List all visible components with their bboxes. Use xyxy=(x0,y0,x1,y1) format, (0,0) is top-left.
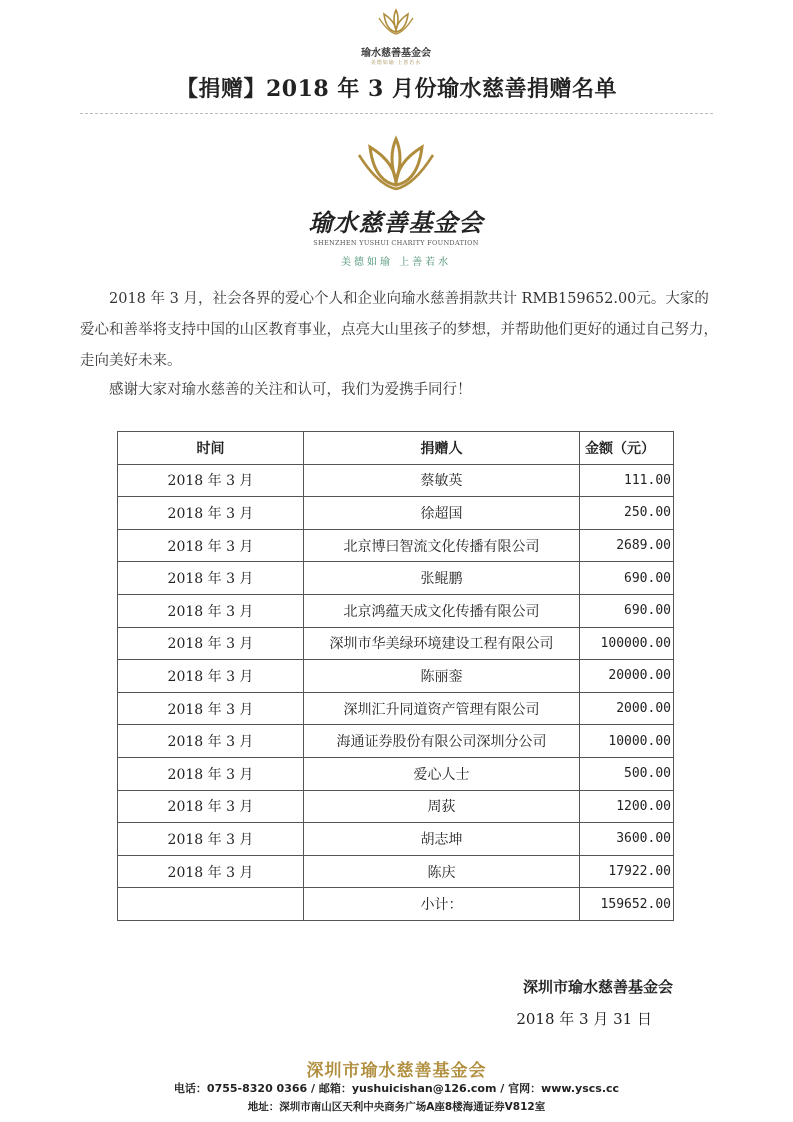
table-row xyxy=(118,757,674,790)
header-logo xyxy=(346,8,446,64)
cell-time: 2018 年 3 月 xyxy=(118,464,304,497)
cell-time: 2018 年 3 月 xyxy=(118,855,304,888)
main-logo xyxy=(296,135,496,268)
cell-time: 2018 年 3 月 xyxy=(118,529,304,562)
lotus-logo-icon xyxy=(376,8,416,38)
subtotal-empty-cell xyxy=(118,888,304,921)
table-row xyxy=(118,790,674,823)
header-logo-org: 瑜水慈善基金会 xyxy=(361,48,431,59)
intro-paragraph: 2018 年 3 月，社会各界的爱心个人和企业向瑜水慈善捐款共计 RMB159652.00元。大家的爱心和善举将支持中国的山区教育事业，点亮大山里孩子的梦想，并帮助他们更好的通过自己努力，走向美好未来。 xyxy=(80,291,718,369)
table-row xyxy=(118,594,674,627)
main-logo-slogan: 美德如瑜 上善若水 xyxy=(340,257,452,268)
header-logo-sub: 美德如瑜 上善若水 xyxy=(370,60,422,66)
cell-amount: 500.00 xyxy=(580,757,674,790)
table-row xyxy=(118,823,674,856)
table-row xyxy=(118,725,674,758)
table-body xyxy=(118,464,674,888)
header-time: 时间 xyxy=(118,432,304,465)
table-row xyxy=(118,692,674,725)
cell-donor: 深圳汇升同道资产管理有限公司 xyxy=(304,692,580,725)
main-logo-org: 瑜水慈善基金会 xyxy=(308,208,484,237)
footer-contact: 电话：0755-8320 0366 / 邮箱：yushuicishan@126.com / 官网：www.yscs.cc xyxy=(173,1082,620,1095)
cell-donor: 张鲲鹏 xyxy=(304,562,580,595)
title-divider xyxy=(80,113,713,114)
signature-date: 2018 年 3 月 31 日 xyxy=(516,1010,652,1028)
cell-donor: 胡志坤 xyxy=(304,823,580,856)
cell-amount: 100000.00 xyxy=(580,627,674,660)
cell-amount: 690.00 xyxy=(580,562,674,595)
cell-time: 2018 年 3 月 xyxy=(118,660,304,693)
subtotal-label: 小计： xyxy=(304,888,580,921)
cell-donor: 北京鸿蕴天成文化传播有限公司 xyxy=(304,594,580,627)
cell-time: 2018 年 3 月 xyxy=(118,562,304,595)
donation-table xyxy=(117,431,674,921)
cell-donor: 北京博曰智流文化传播有限公司 xyxy=(304,529,580,562)
footer-org: 深圳市瑜水慈善基金会 xyxy=(306,1061,487,1081)
cell-amount: 10000.00 xyxy=(580,725,674,758)
cell-amount: 2689.00 xyxy=(580,529,674,562)
footer-address: 地址：深圳市南山区天利中央商务广场A座8楼海通证券V812室 xyxy=(247,1101,546,1113)
subtotal-value: 159652.00 xyxy=(580,888,674,921)
table-row xyxy=(118,627,674,660)
table-row xyxy=(118,562,674,595)
cell-time: 2018 年 3 月 xyxy=(118,594,304,627)
table-row xyxy=(118,855,674,888)
cell-donor: 陈庆 xyxy=(304,855,580,888)
cell-donor: 蔡敏英 xyxy=(304,464,580,497)
cell-donor: 海通证券股份有限公司深圳分公司 xyxy=(304,725,580,758)
table-row xyxy=(118,497,674,530)
table-row xyxy=(118,464,674,497)
cell-amount: 17922.00 xyxy=(580,855,674,888)
cell-amount: 250.00 xyxy=(580,497,674,530)
thanks-paragraph: 感谢大家对瑜水慈善的关注和认可，我们为爱携手同行！ xyxy=(109,382,472,398)
subtotal-row xyxy=(118,888,674,921)
cell-amount: 1200.00 xyxy=(580,790,674,823)
table-row xyxy=(118,529,674,562)
page-title: 【捐赠】2018 年 3 月份瑜水慈善捐赠名单 xyxy=(175,76,618,102)
signature-org: 深圳市瑜水慈善基金会 xyxy=(522,978,673,996)
cell-donor: 陈丽銮 xyxy=(304,660,580,693)
cell-donor: 深圳市华美绿环境建设工程有限公司 xyxy=(304,627,580,660)
cell-donor: 周荻 xyxy=(304,790,580,823)
cell-donor: 爱心人士 xyxy=(304,757,580,790)
cell-time: 2018 年 3 月 xyxy=(118,823,304,856)
cell-time: 2018 年 3 月 xyxy=(118,627,304,660)
header-amount: 金额（元） xyxy=(580,432,674,465)
cell-time: 2018 年 3 月 xyxy=(118,692,304,725)
table-header-row xyxy=(118,432,674,465)
cell-time: 2018 年 3 月 xyxy=(118,757,304,790)
cell-amount: 3600.00 xyxy=(580,823,674,856)
cell-time: 2018 年 3 月 xyxy=(118,497,304,530)
table-row xyxy=(118,660,674,693)
cell-time: 2018 年 3 月 xyxy=(118,725,304,758)
lotus-logo-icon xyxy=(354,135,438,197)
cell-time: 2018 年 3 月 xyxy=(118,790,304,823)
cell-amount: 111.00 xyxy=(580,464,674,497)
cell-amount: 2000.00 xyxy=(580,692,674,725)
cell-donor: 徐超国 xyxy=(304,497,580,530)
cell-amount: 20000.00 xyxy=(580,660,674,693)
header-donor: 捐赠人 xyxy=(304,432,580,465)
main-logo-english: SHENZHEN YUSHUI CHARITY FOUNDATION xyxy=(313,239,479,247)
cell-amount: 690.00 xyxy=(580,594,674,627)
